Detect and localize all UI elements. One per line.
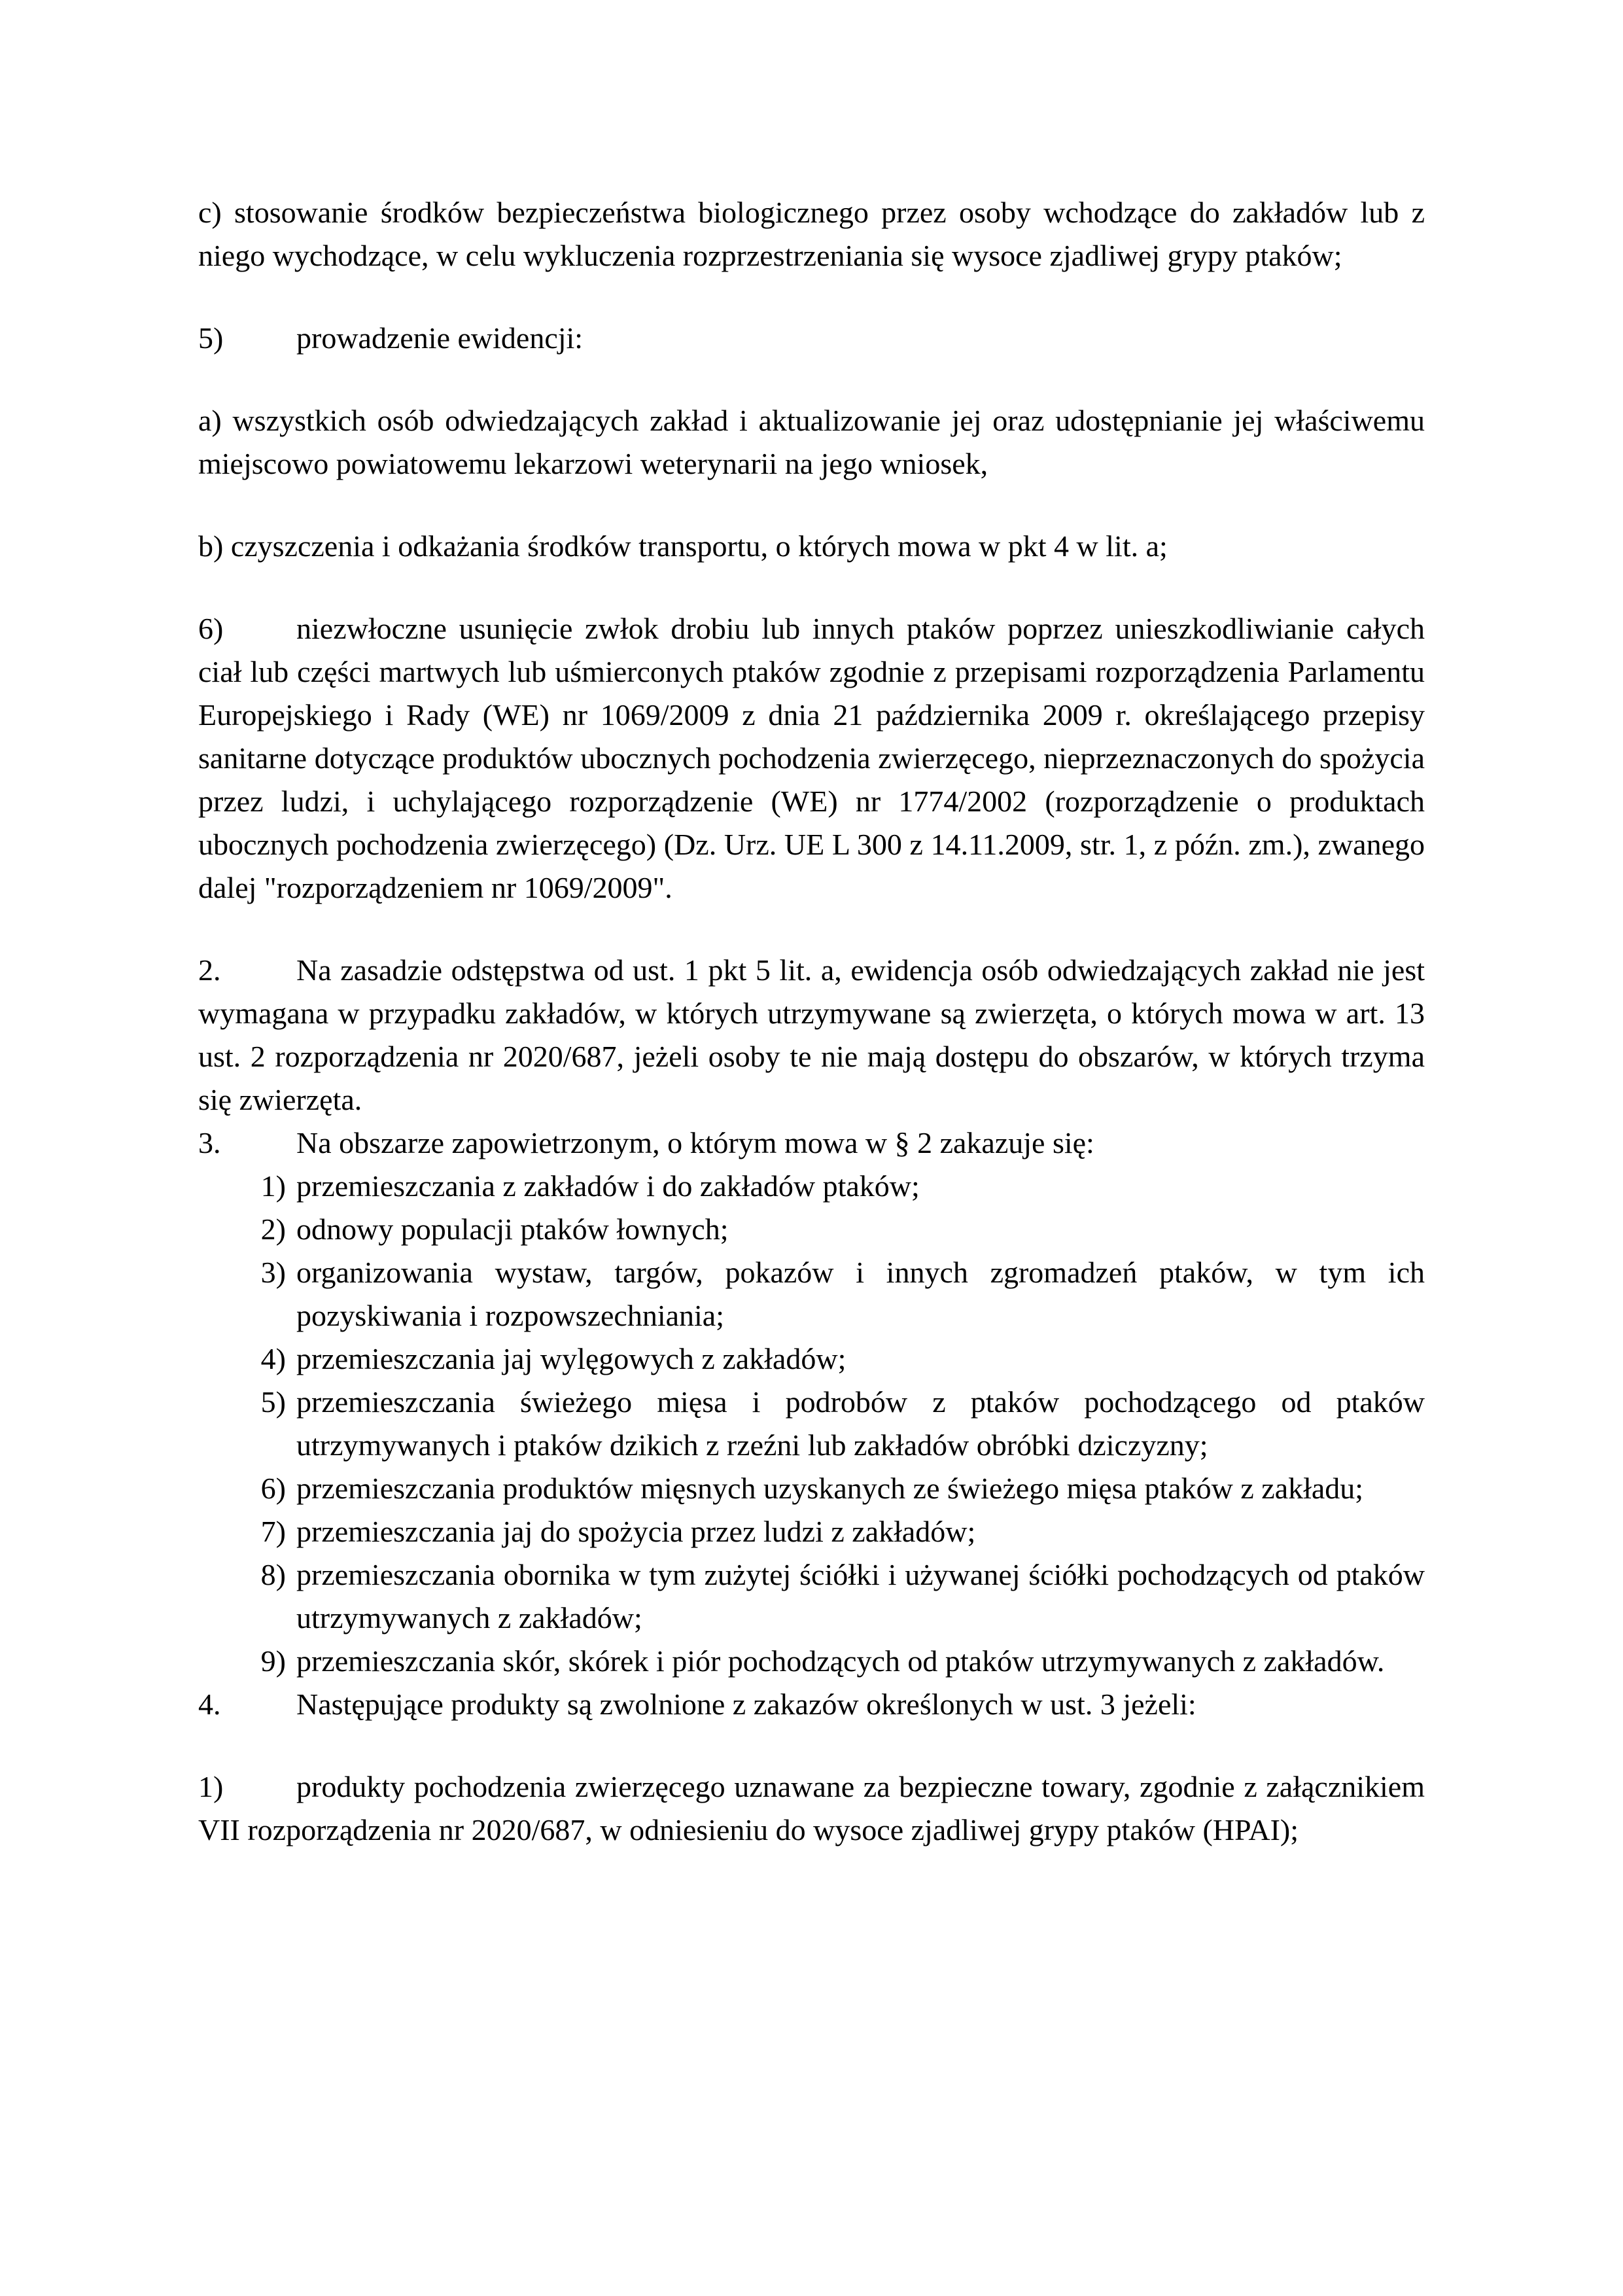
section-4-point-1 bbox=[198, 1765, 1425, 1852]
section-text: Na obszarze zapowietrzonym, o którym mowa w § 2 zakazuje się: bbox=[296, 1126, 1094, 1159]
list-item bbox=[198, 1337, 1425, 1381]
paragraph-text: prowadzenie ewidencji: bbox=[296, 321, 584, 355]
paragraph-text: niezwłoczne usunięcie zwłok drobiu lub innych ptaków poprzez unieszkodliwianie całych ciał lub części martwych lub uśmierconych ptaków zgodnie z przepisami rozporządzenia Parlamentu Europejskiego i Rady (WE) nr 1069/2009 z dnia 21 października 2009 r. określającego przepisy sanitarne dotyczące produktów ubocznych pochodzenia zwierzęcego, nieprzeznaczonych do spożycia przez ludzi, i uchylającego rozporządzenie (WE) nr 1774/2002 (rozporządzenie o produktach ubocznych pochodzenia zwierzęcego) (Dz. Urz. UE L 300 z 14.11.2009, str. 1, z późn. zm.), zwanego dalej "rozporządzeniem nr 1069/2009". bbox=[198, 612, 1425, 904]
list-marker: 7) bbox=[260, 1515, 286, 1548]
list-item-text: przemieszczania jaj do spożycia przez ludzi z zakładów; bbox=[296, 1515, 976, 1548]
list-item bbox=[198, 1208, 1425, 1251]
paragraph-c: c) stosowanie środków bezpieczeństwa biologicznego przez osoby wchodzące do zakładów lub z niego wychodzące, w celu wykluczenia rozprzestrzeniania się wysoce zjadliwej grypy ptaków; bbox=[198, 196, 1425, 272]
list-item-text: organizowania wystaw, targów, pokazów i innych zgromadzeń ptaków, w tym ich pozyskiwania i rozpowszechniania; bbox=[296, 1256, 1425, 1332]
list-marker: 6) bbox=[260, 1472, 286, 1505]
list-item-text: przemieszczania z zakładów i do zakładów ptaków; bbox=[296, 1169, 920, 1203]
list-item-text: odnowy populacji ptaków łownych; bbox=[296, 1212, 729, 1246]
list-marker: 4) bbox=[260, 1342, 286, 1375]
list-item bbox=[198, 1510, 1425, 1553]
document-body bbox=[198, 191, 1425, 1852]
section-2 bbox=[198, 949, 1425, 1122]
list-item bbox=[198, 1165, 1425, 1208]
list-marker: 5) bbox=[260, 1385, 286, 1419]
list-marker: 1) bbox=[260, 1169, 286, 1203]
list-marker: 9) bbox=[260, 1644, 286, 1678]
list-item-text: przemieszczania świeżego mięsa i podrobów z ptaków pochodzącego od ptaków utrzymywanych i ptaków dzikich z rzeźni lub zakładów obróbki dziczyzny; bbox=[296, 1385, 1425, 1462]
section-text: Na zasadzie odstępstwa od ust. 1 pkt 5 lit. a, ewidencja osób odwiedzających zakład nie jest wymagana w przypadku zakładów, w których utrzymywane są zwierzęta, o których mowa w art. 13 ust. 2 rozporządzenia nr 2020/687, jeżeli osoby te nie mają dostępu do obszarów, w których trzyma się zwierzęta. bbox=[198, 953, 1425, 1116]
list-marker: 3) bbox=[260, 1256, 286, 1289]
point-number: 1) bbox=[198, 1770, 224, 1803]
list-marker: 2) bbox=[260, 1212, 286, 1246]
list-item bbox=[198, 1553, 1425, 1640]
point-text: produkty pochodzenia zwierzęcego uznawane za bezpieczne towary, zgodnie z załącznikiem VII rozporządzenia nr 2020/687, w odniesieniu do wysoce zjadliwej grypy ptaków (HPAI); bbox=[198, 1770, 1425, 1846]
list-item bbox=[198, 1381, 1425, 1467]
list-item bbox=[198, 1251, 1425, 1337]
section-3 bbox=[198, 1122, 1425, 1165]
paragraph-5a: a) wszystkich osób odwiedzających zakład i aktualizowanie jej oraz udostępnianie jej właściwemu miejscowo powiatowemu lekarzowi weterynarii na jego wniosek, bbox=[198, 404, 1425, 480]
list-item-text: przemieszczania jaj wylęgowych z zakładów; bbox=[296, 1342, 846, 1375]
paragraph-5b: b) czyszczenia i odkażania środków transportu, o których mowa w pkt 4 w lit. a; bbox=[198, 529, 1168, 563]
section-number: 2. bbox=[198, 953, 221, 987]
list-item bbox=[198, 1640, 1425, 1683]
list-marker: 8) bbox=[260, 1558, 286, 1591]
section-3-list bbox=[198, 1165, 1425, 1683]
list-item-text: przemieszczania skór, skórek i piór pochodzących od ptaków utrzymywanych z zakładów. bbox=[296, 1644, 1385, 1678]
list-item bbox=[198, 1467, 1425, 1510]
paragraph-6 bbox=[198, 607, 1425, 910]
section-4 bbox=[198, 1683, 1425, 1726]
list-item-text: przemieszczania produktów mięsnych uzyskanych ze świeżego mięsa ptaków z zakładu; bbox=[296, 1472, 1364, 1505]
section-number: 3. bbox=[198, 1126, 221, 1159]
list-item-text: przemieszczania obornika w tym zużytej ściółki i używanej ściółki pochodzących od ptaków utrzymywanych z zakładów; bbox=[296, 1558, 1425, 1634]
paragraph-number: 6) bbox=[198, 612, 224, 645]
paragraph-5 bbox=[198, 317, 1425, 360]
section-number: 4. bbox=[198, 1687, 221, 1721]
paragraph-number: 5) bbox=[198, 321, 224, 355]
section-text: Następujące produkty są zwolnione z zakazów określonych w ust. 3 jeżeli: bbox=[296, 1687, 1196, 1721]
